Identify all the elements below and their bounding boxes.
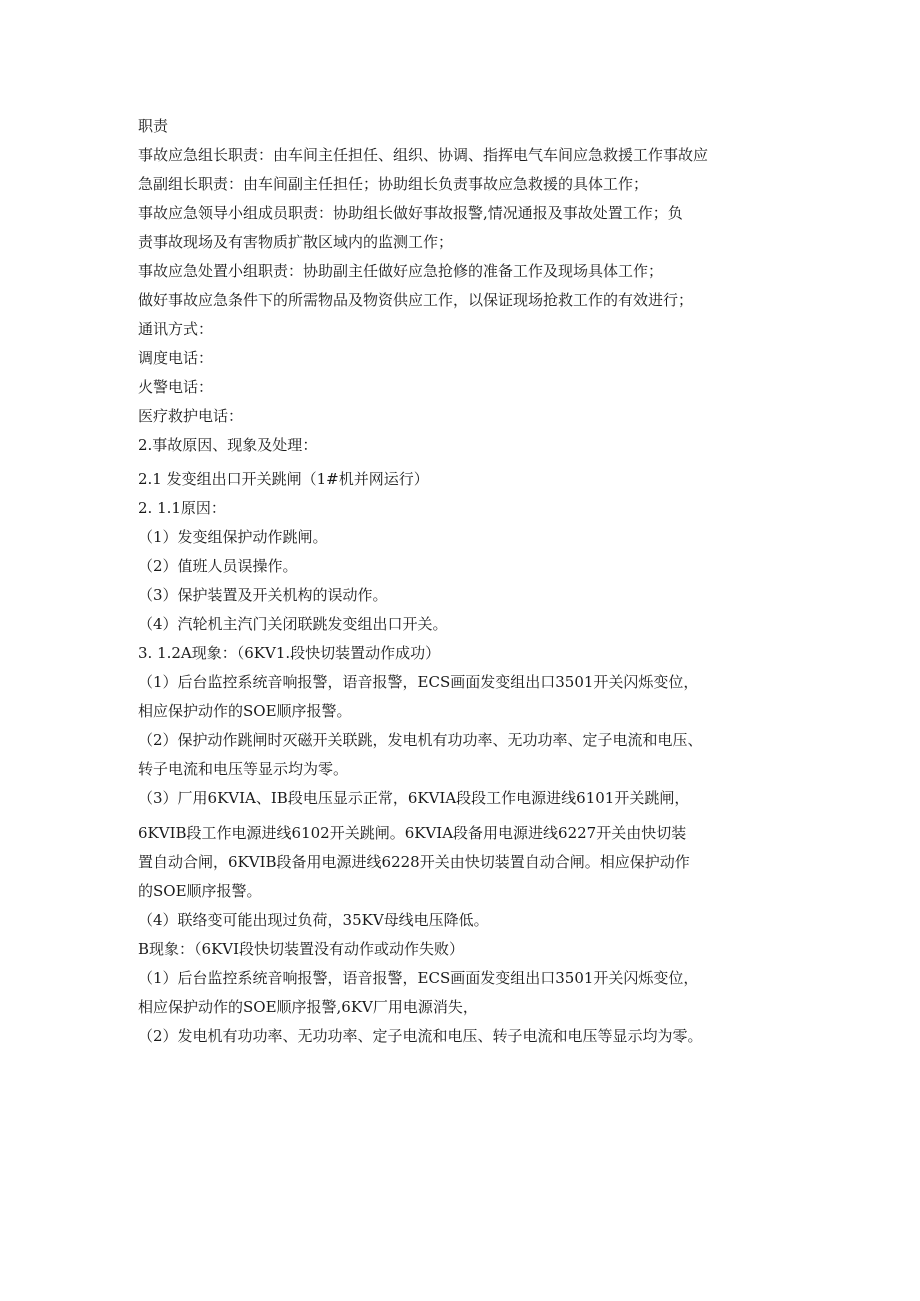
text-line: 事故应急处置小组职责：协助副主任做好应急抢修的准备工作及现场具体工作；: [138, 262, 664, 280]
section-heading-2: 2.事故原因、现象及处理：: [138, 436, 318, 454]
subsection-heading-cause: 2. 1.1原因：: [138, 499, 226, 517]
subsection-heading-phenomenon-b: B现象：（6KVI段快切装置没有动作或动作失败）: [138, 940, 465, 958]
subsection-heading-phenomenon-a: 3. 1.2A现象：（6KV1.段快切装置动作成功）: [138, 644, 441, 662]
text-line: 责事故现场及有害物质扩散区域内的监测工作；: [138, 233, 454, 251]
text-line: 事故应急领导小组成员职责：协助组长做好事故报警,情况通报及事故处置工作；负: [138, 204, 683, 222]
list-item: （1）发变组保护动作跳闸。: [138, 528, 328, 546]
list-item: （2）保护动作跳闸时灭磁开关联跳，发电机有功功率、无功功率、定子电流和电压、: [138, 731, 703, 749]
dispatch-phone-label: 调度电话：: [138, 349, 214, 367]
text-line: 急副组长职责：由车间副主任担任；协助组长负责事故应急救援的具体工作；: [138, 175, 649, 193]
text-line: 相应保护动作的SOE顺序报警,6KV厂用电源消失，: [138, 998, 478, 1016]
list-item: （4）联络变可能出现过负荷，35KV母线电压降低。: [138, 911, 489, 929]
text-line: 置自动合闸，6KVIB段备用电源进线6228开关由快切装置自动合闸。相应保护动作: [138, 853, 690, 871]
text-line: 6KVIB段工作电源进线6102开关跳闸。6KVIA段备用电源进线6227开关由快切装: [138, 824, 687, 842]
list-item: （3）保护装置及开关机构的误动作。: [138, 586, 388, 604]
fire-phone-label: 火警电话：: [138, 378, 214, 396]
list-item: （1）后台监控系统音响报警，语音报警，ECS画面发变组出口3501开关闪烁变位，: [138, 969, 699, 987]
text-line: 的SOE顺序报警。: [138, 882, 262, 900]
list-item: （2）值班人员误操作。: [138, 557, 298, 575]
text-line: 做好事故应急条件下的所需物品及物资供应工作，以保证现场抢救工作的有效进行；: [138, 291, 694, 309]
section-heading-2-1: 2.1 发变组出口开关跳闸（1#机并网运行）: [138, 470, 429, 488]
contact-heading: 通讯方式：: [138, 320, 214, 338]
text-line: 事故应急组长职责：由车间主任担任、组织、协调、指挥电气车间应急救援工作事故应: [138, 146, 709, 164]
section-heading-duties: 职责: [138, 117, 169, 135]
list-item: （2）发电机有功功率、无功功率、定子电流和电压、转子电流和电压等显示均为零。: [138, 1027, 703, 1045]
medical-phone-label: 医疗救护电话：: [138, 407, 244, 425]
list-item: （1）后台监控系统音响报警，语音报警，ECS画面发变组出口3501开关闪烁变位，: [138, 673, 699, 691]
list-item: （3）厂用6KVIA、IB段电压显示正常，6KVIA段段工作电源进线6101开关跳闸，: [138, 789, 690, 807]
text-line: 转子电流和电压等显示均为零。: [138, 760, 349, 778]
list-item: （4）汽轮机主汽门关闭联跳发变组出口开关。: [138, 615, 448, 633]
text-line: 相应保护动作的SOE顺序报警。: [138, 702, 352, 720]
document-body: [138, 112, 798, 1051]
